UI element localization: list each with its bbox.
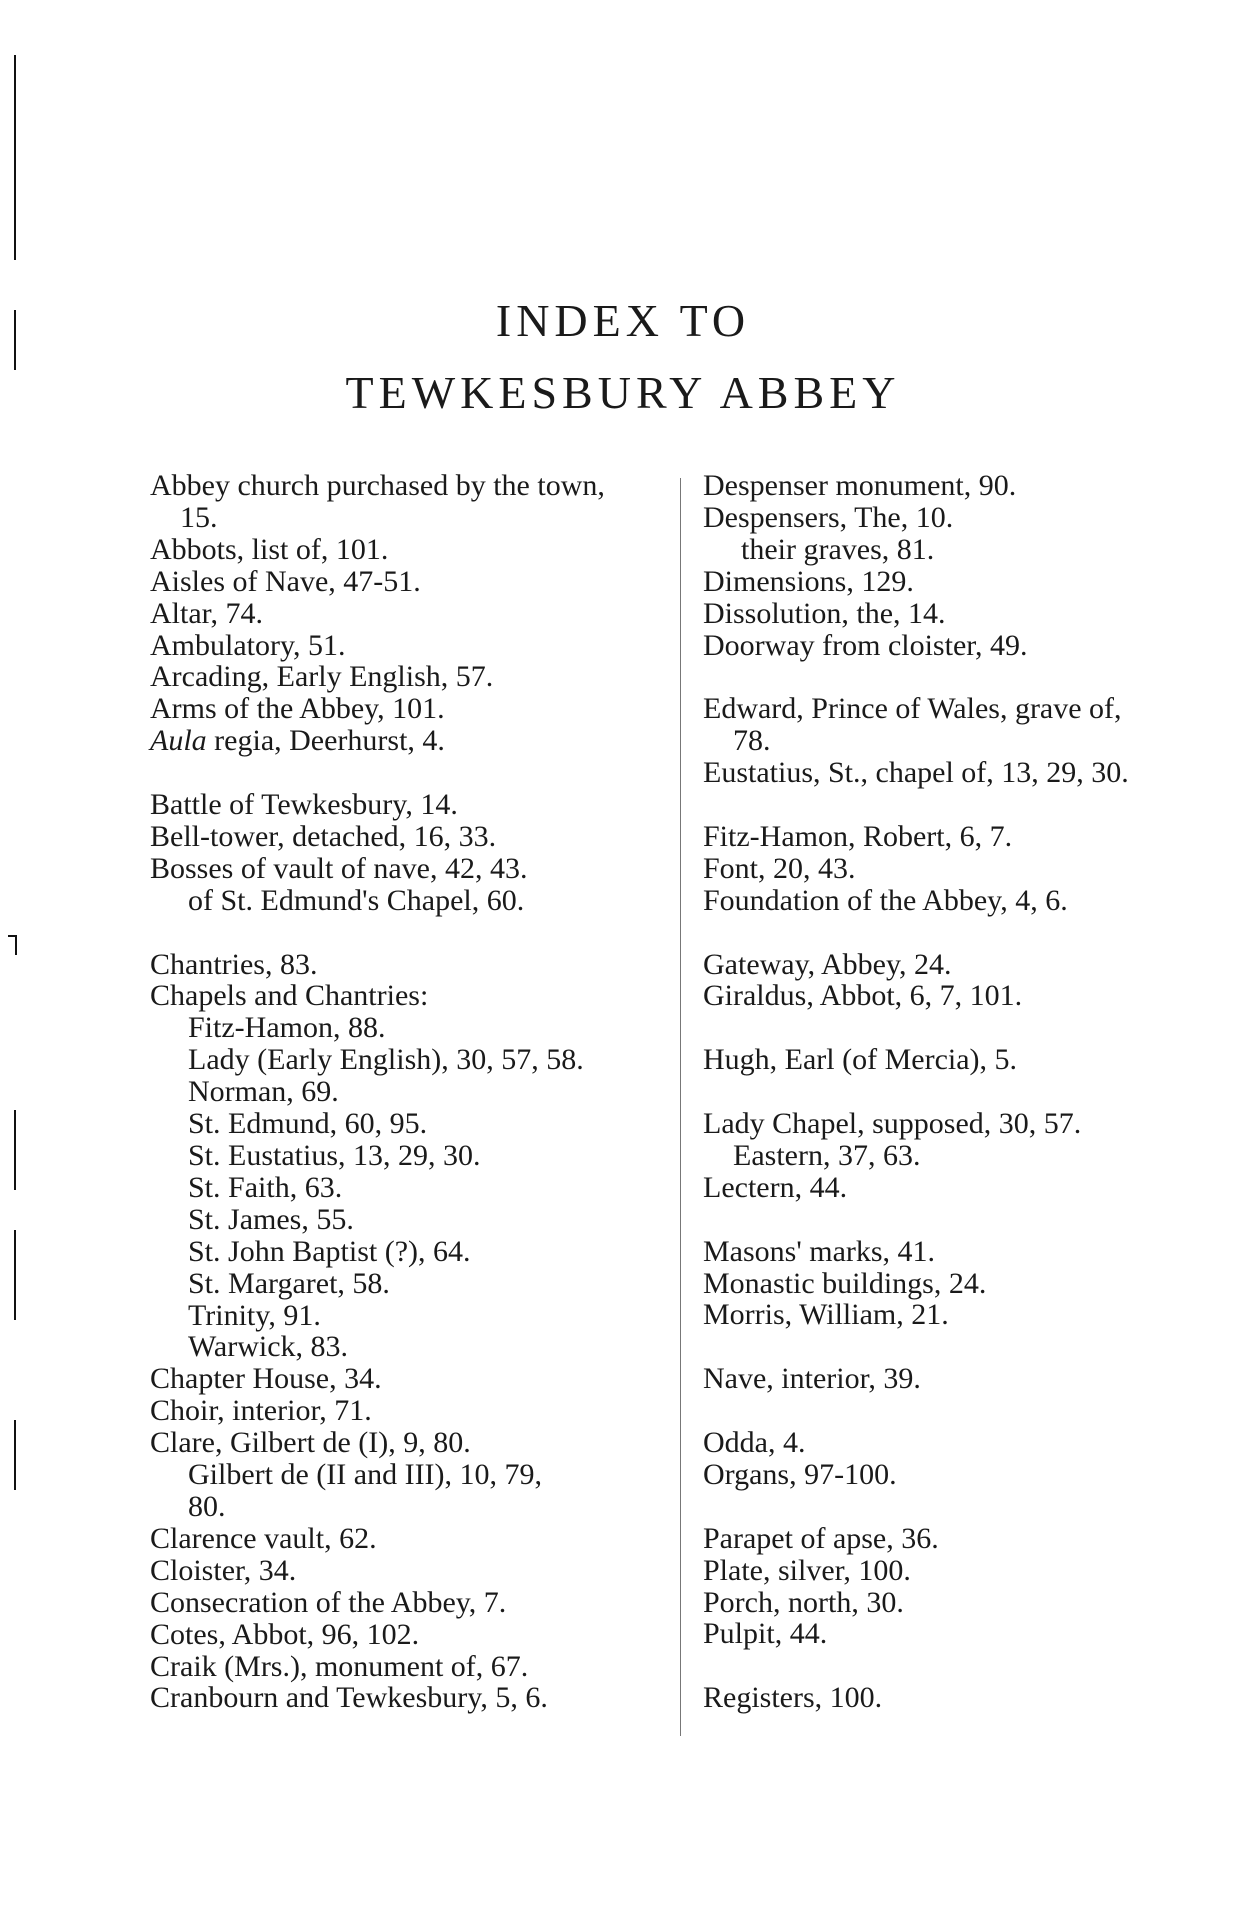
index-entry: Ambulatory, 51. bbox=[150, 628, 346, 662]
index-entry: Battle of Tewkesbury, 14. bbox=[150, 788, 458, 822]
index-entry: Nave, interior, 39. bbox=[703, 1362, 921, 1396]
index-entry: St. James, 55. bbox=[188, 1202, 354, 1236]
index-entry: Plate, silver, 100. bbox=[703, 1553, 911, 1587]
index-entry: Consecration of the Abbey, 7. bbox=[150, 1585, 507, 1619]
index-entry: Altar, 74. bbox=[150, 596, 263, 630]
index-entry: Chapter House, 34. bbox=[150, 1362, 382, 1396]
index-entry: Foundation of the Abbey, 4, 6. bbox=[703, 883, 1068, 917]
index-entry: St. Eustatius, 13, 29, 30. bbox=[188, 1139, 481, 1172]
index-entry: Eastern, 37, 63. bbox=[733, 1138, 921, 1172]
index-left-column bbox=[150, 470, 660, 1714]
index-entry: Craik (Mrs.), monument of, 67. bbox=[150, 1649, 529, 1683]
index-title-line-1: INDEX TO bbox=[495, 295, 751, 346]
index-entry: St. Faith, 63. bbox=[188, 1170, 343, 1204]
index-entry: Despensers, The, 10. bbox=[703, 500, 954, 534]
index-entry: Dissolution, the, 14. bbox=[703, 596, 946, 630]
italic-term: Aula bbox=[150, 724, 207, 758]
index-entry: of St. Edmund's Chapel, 60. bbox=[188, 883, 525, 917]
binding-edge-mark bbox=[14, 1420, 16, 1490]
index-entry: Cranbourn and Tewkesbury, 5, 6. bbox=[150, 1681, 548, 1715]
index-entry: Edward, Prince of Wales, grave of, bbox=[703, 692, 1122, 726]
index-entry: Giraldus, Abbot, 6, 7, 101. bbox=[703, 979, 1023, 1013]
column-divider bbox=[680, 478, 681, 1736]
index-entry: Pulpit, 44. bbox=[703, 1617, 828, 1651]
binding-edge-mark bbox=[14, 1230, 16, 1320]
index-entry: 15. bbox=[180, 500, 218, 534]
index-entry: Warwick, 83. bbox=[188, 1330, 349, 1364]
index-entry: Eustatius, St., chapel of, 13, 29, 30. bbox=[703, 756, 1129, 790]
index-entry: Registers, 100. bbox=[703, 1681, 883, 1715]
binding-edge-mark bbox=[15, 935, 17, 955]
index-entry: Aula regia, Deerhurst, 4. bbox=[150, 724, 445, 758]
index-entry: Despenser monument, 90. bbox=[703, 469, 1017, 502]
index-entry: 78. bbox=[733, 724, 771, 758]
index-entry: Arms of the Abbey, 101. bbox=[150, 692, 445, 726]
index-entry: Abbots, list of, 101. bbox=[150, 532, 389, 566]
index-entry: Bosses of vault of nave, 42, 43. bbox=[150, 851, 528, 885]
index-entry: Fitz-Hamon, Robert, 6, 7. bbox=[703, 819, 1013, 853]
index-entry: Parapet of apse, 36. bbox=[703, 1521, 939, 1555]
index-entry: Lectern, 44. bbox=[703, 1170, 848, 1204]
binding-edge-mark bbox=[14, 1110, 16, 1190]
index-entry: Lady Chapel, supposed, 30, 57. bbox=[703, 1107, 1082, 1141]
index-entry: Trinity, 91. bbox=[188, 1298, 321, 1332]
index-right-column bbox=[703, 470, 1223, 1714]
index-entry: Clarence vault, 62. bbox=[150, 1521, 377, 1555]
index-entry: Bell-tower, detached, 16, 33. bbox=[150, 819, 497, 853]
index-entry: St. John Baptist (?), 64. bbox=[188, 1234, 471, 1268]
index-entry: Dimensions, 129. bbox=[703, 564, 914, 598]
index-entry: 80. bbox=[188, 1489, 226, 1523]
index-title-line-2: TEWKESBURY ABBEY bbox=[345, 367, 901, 418]
index-entry: Chantries, 83. bbox=[150, 947, 318, 981]
index-entry: Masons' marks, 41. bbox=[703, 1234, 936, 1268]
index-entry: Gilbert de (II and III), 10, 79, bbox=[188, 1458, 543, 1492]
index-entry: Font, 20, 43. bbox=[703, 851, 856, 885]
index-entry: Chapels and Chantries: bbox=[150, 979, 429, 1013]
index-entry: Choir, interior, 71. bbox=[150, 1394, 372, 1428]
index-entry: Porch, north, 30. bbox=[703, 1585, 904, 1619]
index-entry: Morris, William, 21. bbox=[703, 1298, 949, 1332]
index-entry: St. Edmund, 60, 95. bbox=[188, 1107, 428, 1141]
index-entry: Lady (Early English), 30, 57, 58. bbox=[188, 1043, 584, 1077]
index-entry: Odda, 4. bbox=[703, 1426, 806, 1460]
index-entry: Cloister, 34. bbox=[150, 1553, 297, 1587]
index-entry: Abbey church purchased by the town, bbox=[150, 469, 605, 502]
index-entry: Gateway, Abbey, 24. bbox=[703, 947, 952, 981]
index-entry: Monastic buildings, 24. bbox=[703, 1266, 987, 1300]
index-entry: Clare, Gilbert de (I), 9, 80. bbox=[150, 1426, 471, 1460]
index-entry: Organs, 97-100. bbox=[703, 1457, 897, 1491]
index-entry: St. Margaret, 58. bbox=[188, 1266, 390, 1300]
index-entry: Fitz-Hamon, 88. bbox=[188, 1011, 386, 1045]
index-entry: Doorway from cloister, 49. bbox=[703, 628, 1028, 662]
index-entry: their graves, 81. bbox=[741, 532, 935, 566]
index-entry: Arcading, Early English, 57. bbox=[150, 660, 494, 694]
index-entry: Aisles of Nave, 47-51. bbox=[150, 564, 421, 598]
index-entry: Hugh, Earl (of Mercia), 5. bbox=[703, 1043, 1018, 1077]
index-entry: Norman, 69. bbox=[188, 1075, 339, 1109]
index-entry: Cotes, Abbot, 96, 102. bbox=[150, 1617, 420, 1651]
binding-edge-mark bbox=[14, 55, 16, 260]
